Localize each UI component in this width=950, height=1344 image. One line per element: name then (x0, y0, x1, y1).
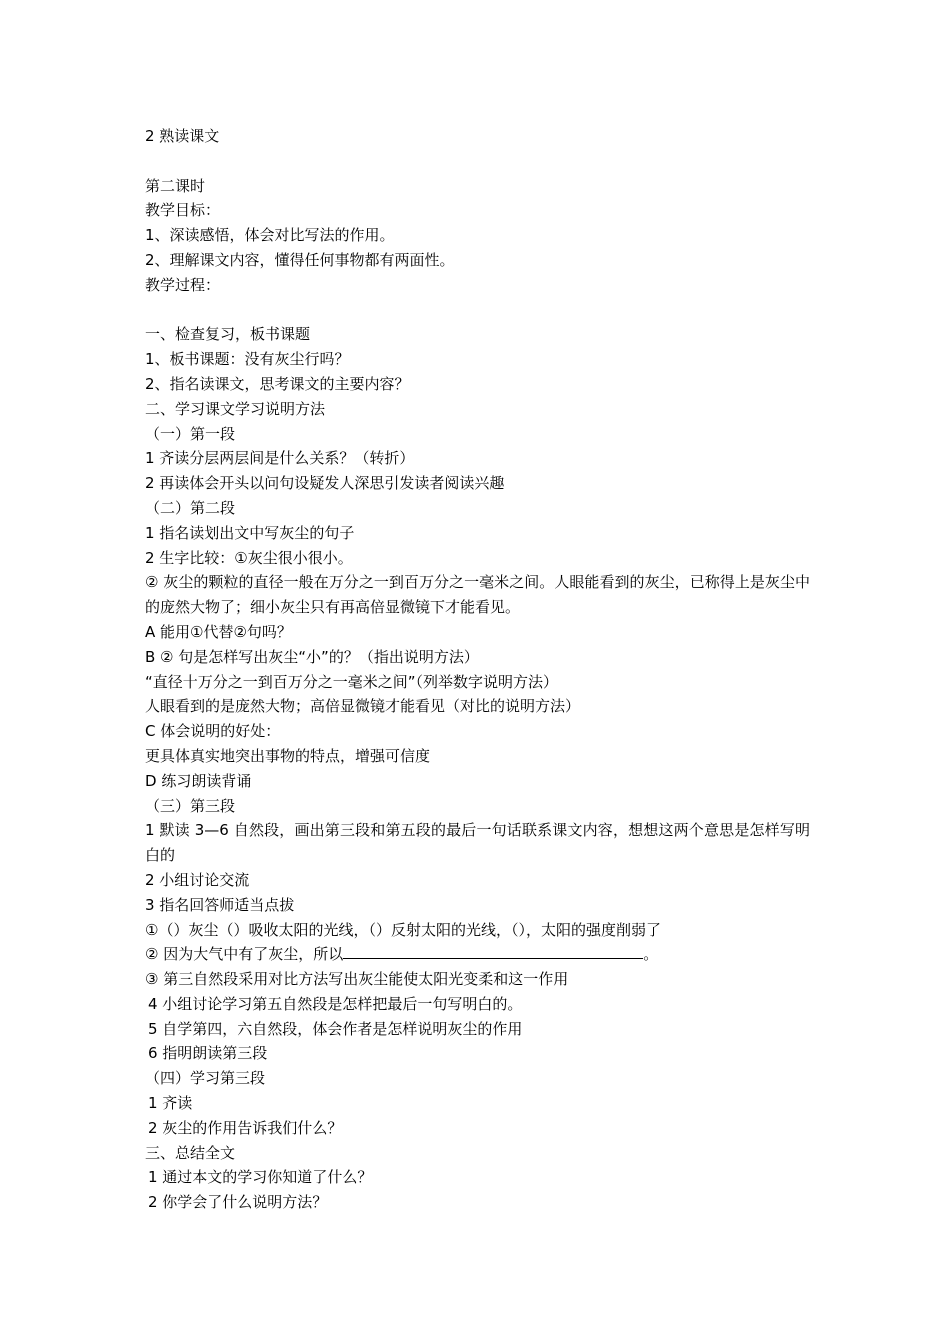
step-item: 2 生字比较：①灰尘很小很小。 (145, 548, 353, 567)
step-item: 6 指明朗读第三段 (148, 1044, 268, 1063)
subsection-heading: （三）第三段 (145, 796, 236, 815)
step-item: 1 通过本文的学习你知道了什么？ (148, 1168, 373, 1187)
step-item: 3 指名回答师适当点拔 (145, 895, 295, 914)
fill-in-item (145, 942, 810, 967)
blank-line (145, 149, 810, 174)
subsection-heading: （一）第一段 (145, 424, 236, 443)
question-item: D 练习朗读背诵 (145, 771, 252, 790)
question-item: C 体会说明的好处： (145, 722, 281, 741)
explanation-line: “直径十万分之一到百万分之一毫米之间”（列举数字说明方法） (145, 672, 559, 691)
question-item: A 能用①代替②句吗？ (145, 622, 292, 641)
step-item: 4 小组讨论学习第五自然段是怎样把最后一句写明白的。 (148, 994, 523, 1013)
section-heading: 2 熟读课文 (145, 127, 220, 145)
subsection-heading: （四）学习第三段 (145, 1069, 266, 1088)
fill-in-item: ③ 第三自然段采用对比方法写出灰尘能使太阳光变柔和这一作用 (145, 970, 569, 989)
step-item: 2 小组讨论交流 (145, 870, 250, 889)
objective-item: 2、理解课文内容，懂得任何事物都有两面性。 (145, 250, 455, 269)
answer-blank-line (343, 944, 643, 959)
objective-item: 1、深读感悟，体会对比写法的作用。 (145, 226, 395, 245)
blank-line (145, 298, 810, 323)
lesson-plan-document (145, 124, 810, 1215)
step-item: 1 齐读 (148, 1094, 193, 1113)
explanation-line: 人眼看到的是庞然大物；高倍显微镜才能看见（对比的说明方法） (145, 697, 581, 716)
step-heading: 三、总结全文 (145, 1143, 236, 1162)
process-heading: 教学过程： (145, 275, 221, 294)
question-item: B ② 句是怎样写出灰尘“小”的？（指出说明方法） (145, 647, 479, 666)
step-item: 2 你学会了什么说明方法？ (148, 1193, 328, 1212)
fill-in-prompt: ② 因为大气中有了灰尘，所以 (145, 945, 344, 964)
objectives-heading: 教学目标： (145, 201, 221, 220)
step-item: 1、板书课题：没有灰尘行吗？ (145, 350, 350, 369)
step-item: 1 指名读划出文中写灰尘的句子 (145, 523, 355, 542)
step-item: 5 自学第四，六自然段，体会作者是怎样说明灰尘的作用 (148, 1019, 523, 1038)
step-item: 2 再读体会开头以问句设疑发人深思引发读者阅读兴趣 (145, 474, 505, 493)
step-heading: 二、学习课文学习说明方法 (145, 399, 326, 418)
fill-in-end: 。 (643, 945, 659, 964)
step-item: 1 默读 3—6 自然段，画出第三段和第五段的最后一句话联系课文内容，想想这两个意思是怎样写明白的 (145, 821, 810, 865)
step-item: 1 齐读分层两层间是什么关系？（转折） (145, 449, 415, 468)
quoted-sentence: ② 灰尘的颗粒的直径一般在万分之一到百万分之一毫米之间。人眼能看到的灰尘，已称得上是灰尘中的庞然大物了；细小灰尘只有再高倍显微镜下才能看见。 (145, 573, 810, 617)
lesson-period-title: 第二课时 (145, 176, 206, 195)
explanation-line: 更具体真实地突出事物的特点，增强可信度 (145, 746, 431, 765)
step-item: 2 灰尘的作用告诉我们什么？ (148, 1118, 343, 1137)
step-heading: 一、检查复习，板书课题 (145, 325, 311, 344)
step-item: 2、指名读课文，思考课文的主要内容？ (145, 374, 410, 393)
subsection-heading: （二）第二段 (145, 498, 236, 517)
fill-in-item: ①（）灰尘（）吸收太阳的光线，（）反射太阳的光线，（），太阳的强度削弱了 (145, 920, 661, 939)
